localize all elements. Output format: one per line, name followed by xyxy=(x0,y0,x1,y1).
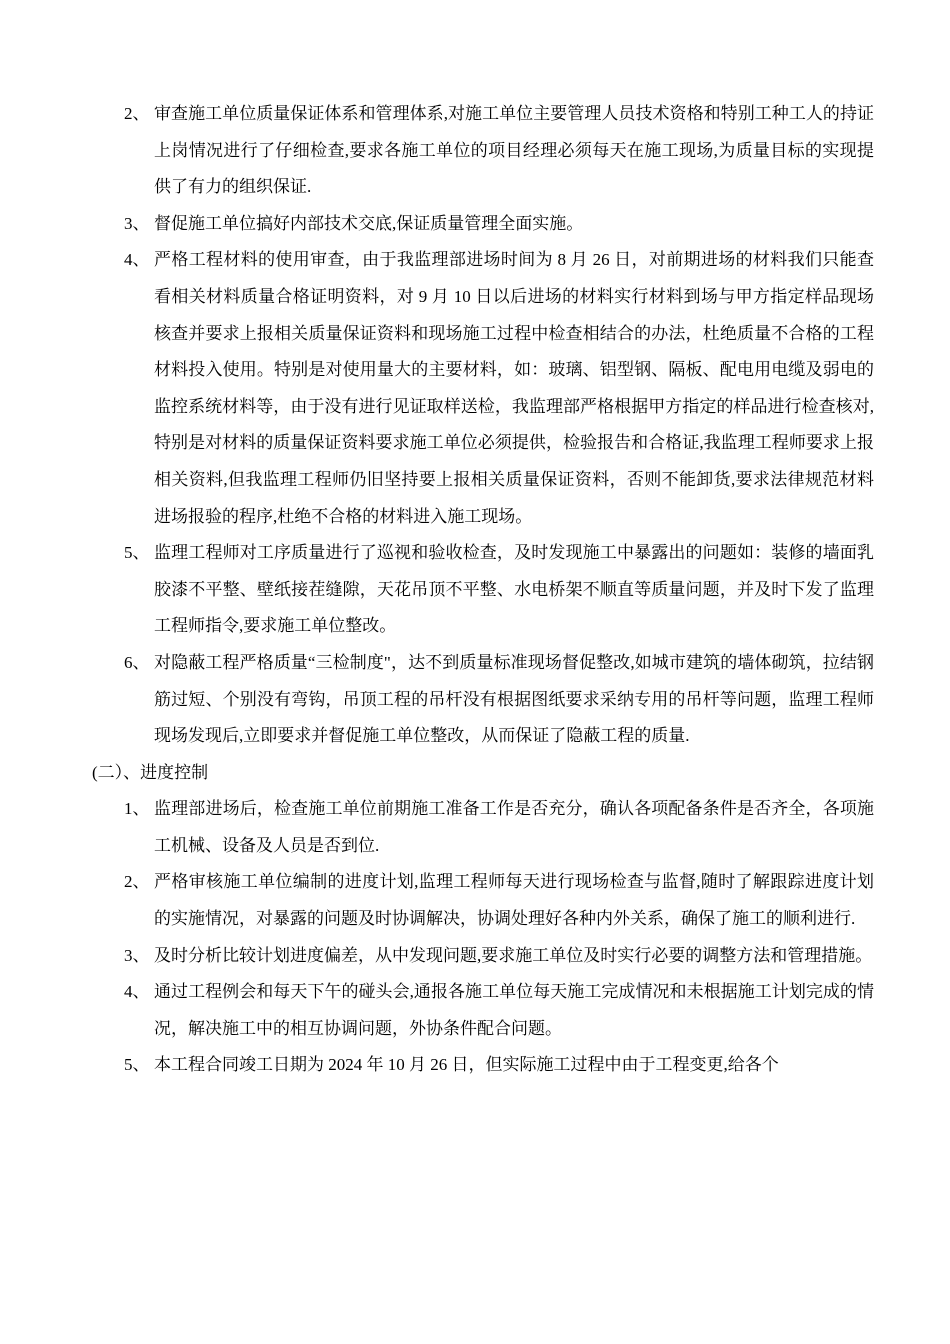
item-number: 2、 xyxy=(124,104,150,123)
section-heading-progress-control: (二）、进度控制 xyxy=(92,762,209,782)
item-number: 5、 xyxy=(124,1055,150,1075)
item-text: 监理部进场后，检查施工单位前期施工准备工作是否充分，确认各项配备条件是否齐全，各项施工机械、设备及人员是否到位. xyxy=(154,799,874,855)
progress-item-4 xyxy=(0,974,950,1047)
item-text: 通过工程例会和每天下午的碰头会,通报各施工单位每天施工完成情况和未根据施工计划完成的情况，解决施工中的相互协调问题，外协条件配合问题。 xyxy=(154,982,874,1038)
item-number: 4、 xyxy=(124,982,150,1002)
item-number: 5、 xyxy=(124,543,150,563)
quality-item-4 xyxy=(0,242,950,535)
quality-item-2 xyxy=(0,96,950,206)
quality-item-3 xyxy=(0,206,950,243)
item-text: 严格审核施工单位编制的进度计划,监理工程师每天进行现场检查与监督,随时了解跟踪进度计划的实施情况，对暴露的问题及时协调解决，协调处理好各种内外关系，确保了施工的顺利进行. xyxy=(154,872,874,929)
progress-item-2 xyxy=(0,864,950,937)
item-text: 监理工程师对工序质量进行了巡视和验收检查，及时发现施工中暴露出的问题如：装修的墙面乳胶漆不平整、壁纸接茬缝隙，天花吊顶不平整、水电桥架不顺直等质量问题，并及时下发了监理工程师指令,要求施工单位整改。 xyxy=(154,543,874,636)
item-text: 对隐蔽工程严格质量“三检制度"，达不到质量标准现场督促整改,如城市建筑的墙体砌筑，拉结钢筋过短、个别没有弯钩，吊顶工程的吊杆没有根据图纸要求采纳专用的吊杆等问题，监理工程师现场发现后,立即要求并督促施工单位整改，从而保证了隐蔽工程的质量. xyxy=(154,652,874,746)
item-text: 严格工程材料的使用审查，由于我监理部进场时间为 8 月 26 日，对前期进场的材料我们只能查看相关材料质量合格证明资料，对 9 月 10 日以后进场的材料实行材料到场与甲方指定样品现场核查并要求上报相关质量保证资料和现场施工过程中检查相结合的办法，杜绝质量不合格的工程材料投入使用。特别是对使用量大的主要材料，如：玻璃、铝型钢、隔板、配电用电缆及弱电的监控系统材料等，由于没有进行见证取样送检，我监理部严格根据甲方指定的样品进行检查核对,特别是对材料的质量保证资料要求施工单位必须提供，检验报告和合格证,我监理工程师要求上报相关资料,但我监理工程师仍旧坚持要上报相关质量保证资料，否则不能卸货,要求法律规范材料进场报验的程序,杜绝不合格的材料进入施工现场。 xyxy=(154,250,874,526)
item-text: 督促施工单位搞好内部技术交底,保证质量管理全面实施。 xyxy=(154,213,584,233)
item-text: 审查施工单位质量保证体系和管理体系,对施工单位主要管理人员技术资格和特别工种工人的持证上岗情况进行了仔细检查,要求各施工单位的项目经理必须每天在施工现场,为质量目标的实现提供了有力的组织保证. xyxy=(154,104,874,197)
item-number: 4、 xyxy=(124,250,150,270)
progress-item-1 xyxy=(0,791,950,864)
item-number: 3、 xyxy=(124,213,150,233)
progress-item-5 xyxy=(0,1047,950,1084)
item-number: 3、 xyxy=(124,945,150,965)
item-number: 6、 xyxy=(124,652,150,672)
quality-item-5 xyxy=(0,535,950,645)
progress-item-3 xyxy=(0,938,950,975)
item-text: 及时分析比较计划进度偏差，从中发现问题,要求施工单位及时实行必要的调整方法和管理措施。 xyxy=(154,945,873,965)
document-body xyxy=(0,96,950,1084)
item-number: 1、 xyxy=(124,799,150,819)
item-number: 2、 xyxy=(124,872,150,892)
item-text: 本工程合同竣工日期为 2024 年 10 月 26 日，但实际施工过程中由于工程变更,给各个 xyxy=(154,1055,779,1075)
quality-item-6 xyxy=(0,645,950,755)
